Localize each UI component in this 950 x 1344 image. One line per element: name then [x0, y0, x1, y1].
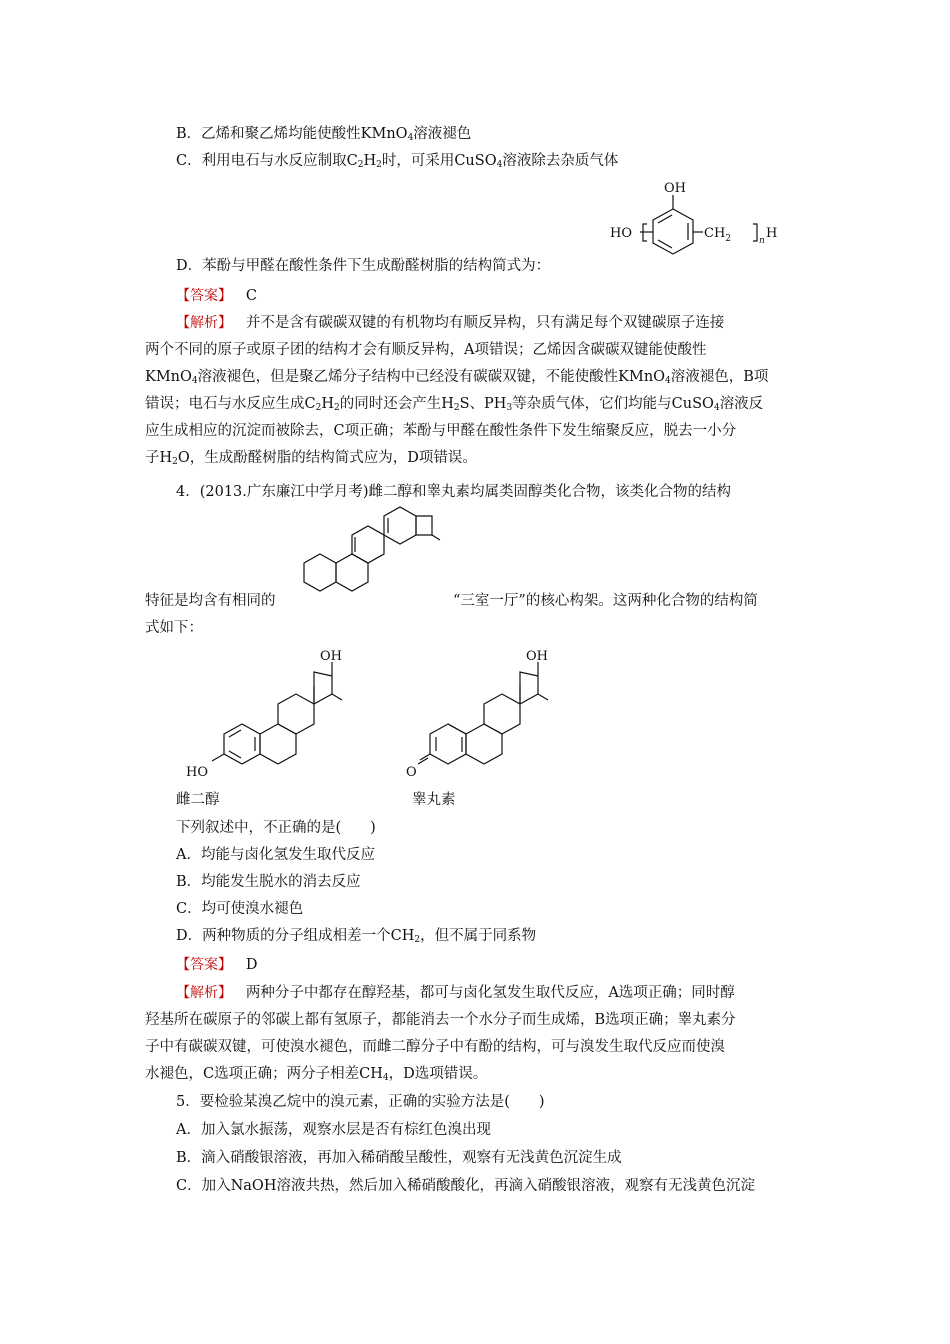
q4-question: 下列叙述中，不正确的是( )	[176, 820, 376, 836]
q5-option-c: C．加入NaOH溶液共热，然后加入稀硝酸酸化，再滴入硝酸银溶液，观察有无浅黄色沉淀	[176, 1178, 755, 1194]
q4-answer: 【答案】 D	[176, 957, 258, 973]
q5-option-b: B．滴入硝酸银溶液，再加入稀硝酸呈酸性，观察有无浅黄色沉淀生成	[176, 1150, 622, 1166]
q3-analysis-line-4: 错误；电石与水反应生成$C_2H_2$的同时还会产生$H_2S$、$PH_3$等杂质气体，它们均能与CuSO$_4$溶液反	[145, 396, 764, 413]
q3-answer: 【答案】 C	[176, 288, 257, 304]
resin-ho: HO	[610, 226, 632, 241]
q5-stem: 5．要检验某溴乙烷中的溴元素，正确的实验方法是( )	[176, 1094, 545, 1110]
steroid-core-skeleton	[296, 500, 446, 610]
q4-stem-line-2b: “三室一厅”的核心构架。这两种化合物的结构简	[453, 593, 758, 609]
q3-option-b: B．乙烯和聚乙烯均能使酸性KMnO$_4$溶液褪色	[176, 126, 472, 143]
q4-option-b: B．均能发生脱水的消去反应	[176, 874, 361, 890]
testosterone-o: O	[406, 765, 417, 780]
testosterone-name: 睾丸素	[412, 792, 456, 808]
estradiol-ho: HO	[186, 765, 208, 780]
estradiol-oh-top: OH	[320, 649, 342, 664]
q4-option-a: A．均能与卤化氢发生取代反应	[176, 847, 375, 863]
q4-analysis-line-4: 水褪色，C选项正确；两分子相差$CH_4$，D选项错误。	[145, 1066, 488, 1083]
q4-analysis-line-3: 子中有碳碳双键，可使溴水褪色，而雌二醇分子中有酚的结构，可与溴发生取代反应而使溴	[145, 1039, 725, 1055]
q3-analysis-line-1: 【解析】 并不是含有碳碳双键的有机物均有顺反异构，只有满足每个双键碳原子连接	[176, 315, 725, 331]
q4-analysis-line-2: 羟基所在碳原子的邻碳上都有氢原子，都能消去一个水分子而生成烯，B选项正确；睾丸素分	[145, 1012, 736, 1028]
resin-structure	[600, 175, 800, 275]
estradiol-structure	[180, 640, 380, 780]
q4-analysis-line-1: 【解析】 两种分子中都存在醇羟基，都可与卤化氢发生取代反应，A选项正确；同时醇	[176, 985, 735, 1001]
resin-h: H	[766, 226, 778, 241]
estradiol-name: 雌二醇	[176, 792, 220, 808]
resin-oh: OH	[664, 181, 686, 196]
testosterone-structure	[400, 640, 600, 780]
q3-analysis-line-6: 子$H_2O$，生成酚醛树脂的结构简式应为，D项错误。	[145, 450, 477, 467]
q3-analysis-line-3: KMnO$_4$溶液褪色，但是聚乙烯分子结构中已经没有碳碳双键，不能使酸性KMnO$_4$溶液褪色，B项	[145, 369, 769, 386]
testosterone-oh-top: OH	[526, 649, 548, 664]
q3-option-d: D．苯酚与甲醛在酸性条件下生成酚醛树脂的结构简式为：	[176, 258, 551, 274]
q4-stem-line-1: 4．(2013.广东廉江中学月考)雌二醇和睾丸素均属类固醇类化合物，该类化合物的结构	[176, 484, 732, 500]
q3-analysis-line-2: 两个不同的原子或原子团的结构才会有顺反异构，A项错误；乙烯因含碳碳双键能使酸性	[145, 342, 707, 358]
q4-stem-line-3: 式如下：	[145, 620, 203, 636]
q3-option-c: C．利用电石与水反应制取$C_2H_2$时，可采用CuSO$_4$溶液除去杂质气体	[176, 153, 619, 170]
q4-option-d: D．两种物质的分子组成相差一个$CH_2$，但不属于同系物	[176, 928, 537, 945]
resin-n: n	[759, 236, 765, 246]
q4-stem-line-2a: 特征是均含有相同的	[145, 593, 276, 609]
q5-option-a: A．加入氯水振荡，观察水层是否有棕红色溴出现	[176, 1122, 491, 1138]
resin-ch2: $CH_2$	[704, 226, 732, 244]
q4-option-c: C．均可使溴水褪色	[176, 901, 304, 917]
q3-analysis-line-5: 应生成相应的沉淀而被除去，C项正确；苯酚与甲醛在酸性条件下发生缩聚反应，脱去一小分	[145, 423, 737, 439]
